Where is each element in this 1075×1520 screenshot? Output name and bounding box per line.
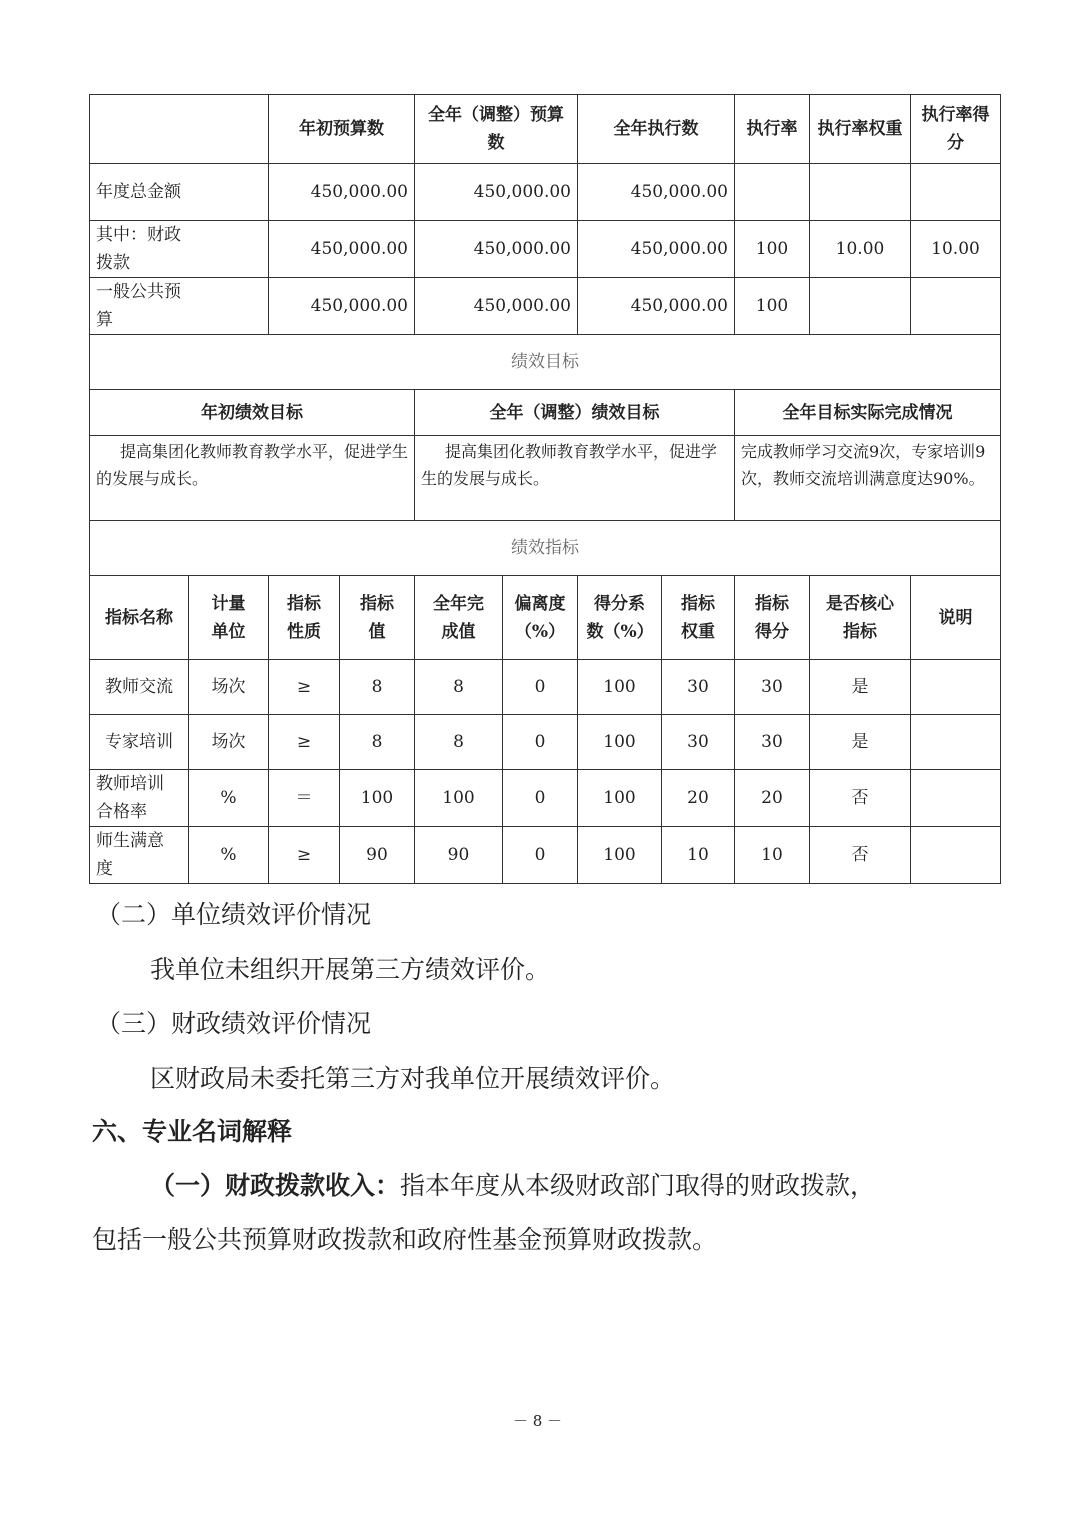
ind-header-done: [415, 576, 503, 660]
ind-header-core: [810, 576, 911, 660]
ind-core: 否: [810, 827, 911, 884]
budget-row-score: [911, 164, 1001, 221]
ind-dev: 0: [503, 660, 578, 715]
budget-header-blank: [90, 95, 269, 164]
ind-dev: 0: [503, 827, 578, 884]
budget-row-rate: [735, 164, 810, 221]
ind-nature: ≥: [269, 827, 340, 884]
budget-row-label-text: 其中：财政拨款: [96, 225, 181, 273]
goals-header-adjusted: 全年（调整）绩效目标: [415, 390, 735, 436]
ind-dev: 0: [503, 715, 578, 770]
goals-section-row: [90, 335, 1001, 390]
table-row: [90, 827, 1001, 884]
goals-initial-text: 提高集团化教师教育教学水平，促进学生的发展与成长。: [90, 436, 415, 521]
ind-value: 8: [340, 715, 415, 770]
definition-line-2: 包括一般公共预算财政拨款和政府性基金预算财政拨款。: [92, 1225, 718, 1254]
ind-unit: %: [189, 770, 269, 827]
ind-header-done-text: 全年完成值: [433, 593, 484, 642]
ind-header-note: 说明: [911, 576, 1001, 660]
ind-dev: 0: [503, 770, 578, 827]
ind-value: 8: [340, 660, 415, 715]
goals-content-row: [90, 436, 1001, 521]
ind-nature: ≥: [269, 715, 340, 770]
ind-core: 是: [810, 715, 911, 770]
budget-row-executed: 450,000.00: [578, 278, 735, 335]
ind-header-value: [340, 576, 415, 660]
ind-header-core-text: 是否核心指标: [826, 593, 894, 642]
ind-header-dev: [503, 576, 578, 660]
budget-header-executed: 全年执行数: [578, 95, 735, 164]
ind-header-nature: [269, 576, 340, 660]
table-row: [90, 770, 1001, 827]
ind-note: [911, 715, 1001, 770]
ind-name-text: 教师培训合格率: [96, 774, 164, 822]
budget-row-executed: 450,000.00: [578, 221, 735, 278]
budget-row-adjusted: 450,000.00: [415, 221, 578, 278]
ind-done: 8: [415, 715, 503, 770]
section-6-title: 六、专业名词解释: [92, 1117, 293, 1146]
ind-done: 100: [415, 770, 503, 827]
budget-row-initial: 450,000.00: [269, 164, 415, 221]
goals-section-title: 绩效目标: [90, 335, 1001, 390]
ind-weight: 30: [662, 715, 735, 770]
ind-weight: 30: [662, 660, 735, 715]
ind-done: 90: [415, 827, 503, 884]
ind-name: 专家培训: [90, 715, 189, 770]
ind-header-unit-text: 计量单位: [211, 593, 246, 642]
ind-name: [90, 827, 189, 884]
ind-header-name: 指标名称: [90, 576, 189, 660]
budget-row-rate: 100: [735, 278, 810, 335]
budget-row-label: [90, 221, 269, 278]
definition-text-1: 指本年度从本级财政部门取得的财政拨款，: [400, 1171, 876, 1200]
budget-row-adjusted: 450,000.00: [415, 164, 578, 221]
section-2-title: （二）单位绩效评价情况: [96, 900, 372, 929]
budget-row-weight: [810, 164, 911, 221]
budget-header-initial: 年初预算数: [269, 95, 415, 164]
goals-actual-text: 完成教师学习交流9次，专家培训9次，教师交流培训满意度达90%。: [735, 436, 1001, 521]
budget-row-adjusted: 450,000.00: [415, 278, 578, 335]
ind-header-dev-text: 偏离度（%）: [514, 593, 566, 642]
budget-row: [90, 278, 1001, 335]
ind-coef: 100: [578, 660, 662, 715]
budget-header-weight: 执行率权重: [810, 95, 911, 164]
ind-header-weight: [662, 576, 735, 660]
ind-header-weight-text: 指标权重: [681, 593, 715, 642]
ind-unit: %: [189, 827, 269, 884]
ind-note: [911, 660, 1001, 715]
goals-adjusted-text: 提高集团化教师教育教学水平，促进学生的发展与成长。: [415, 436, 735, 521]
budget-header-rate: 执行率: [735, 95, 810, 164]
ind-header-unit: [189, 576, 269, 660]
ind-score: 10: [735, 827, 810, 884]
ind-value: 100: [340, 770, 415, 827]
section-3-body: 区财政局未委托第三方对我单位开展绩效评价。: [150, 1064, 676, 1093]
section-3-title: （三）财政绩效评价情况: [96, 1009, 372, 1038]
budget-row-weight: 10.00: [810, 221, 911, 278]
ind-core: 否: [810, 770, 911, 827]
budget-header-score: 执行率得分: [911, 95, 1001, 164]
ind-name-text: 师生满意度: [96, 831, 164, 879]
ind-header-score: [735, 576, 810, 660]
indicators-section-row: [90, 521, 1001, 576]
budget-row-executed: 450,000.00: [578, 164, 735, 221]
budget-row: [90, 221, 1001, 278]
budget-row-weight: [810, 278, 911, 335]
ind-score: 20: [735, 770, 810, 827]
budget-row-label: [90, 278, 269, 335]
budget-row-initial: 450,000.00: [269, 278, 415, 335]
ind-header-coef-text: 得分系数（%）: [586, 593, 654, 642]
ind-coef: 100: [578, 770, 662, 827]
budget-row-initial: 450,000.00: [269, 221, 415, 278]
ind-unit: 场次: [189, 660, 269, 715]
ind-nature: ＝: [269, 770, 340, 827]
budget-row: [90, 164, 1001, 221]
ind-header-nature-text: 指标性质: [287, 593, 321, 642]
ind-weight: 20: [662, 770, 735, 827]
ind-header-value-text: 指标值: [360, 593, 394, 642]
ind-value: 90: [340, 827, 415, 884]
budget-row-score: [911, 278, 1001, 335]
performance-table: [89, 94, 1001, 884]
table-row: [90, 715, 1001, 770]
ind-name: [90, 770, 189, 827]
indicators-section-title: 绩效指标: [90, 521, 1001, 576]
goals-header-initial: 年初绩效目标: [90, 390, 415, 436]
ind-score: 30: [735, 660, 810, 715]
goals-header-row: [90, 390, 1001, 436]
ind-done: 8: [415, 660, 503, 715]
indicators-header-row: [90, 576, 1001, 660]
section-2-body: 我单位未组织开展第三方绩效评价。: [150, 955, 551, 984]
ind-coef: 100: [578, 827, 662, 884]
budget-row-label-text: 一般公共预算: [96, 282, 181, 330]
ind-header-score-text: 指标得分: [755, 593, 789, 642]
budget-row-label: [90, 164, 269, 221]
ind-nature: ≥: [269, 660, 340, 715]
budget-row-label-text: 年度总金额: [96, 182, 181, 202]
ind-unit: 场次: [189, 715, 269, 770]
goals-header-actual: 全年目标实际完成情况: [735, 390, 1001, 436]
ind-name: 教师交流: [90, 660, 189, 715]
definition-line-1: [150, 1169, 875, 1203]
budget-row-rate: 100: [735, 221, 810, 278]
ind-score: 30: [735, 715, 810, 770]
budget-row-score: 10.00: [911, 221, 1001, 278]
ind-core: 是: [810, 660, 911, 715]
ind-coef: 100: [578, 715, 662, 770]
ind-header-coef: [578, 576, 662, 660]
ind-note: [911, 827, 1001, 884]
budget-header-adjusted: 全年（调整）预算数: [415, 95, 578, 164]
page-number: － 8 －: [512, 1412, 563, 1430]
budget-header-row: [90, 95, 1001, 164]
ind-note: [911, 770, 1001, 827]
table-row: [90, 660, 1001, 715]
ind-weight: 10: [662, 827, 735, 884]
definition-label: （一）财政拨款收入：: [150, 1171, 401, 1200]
